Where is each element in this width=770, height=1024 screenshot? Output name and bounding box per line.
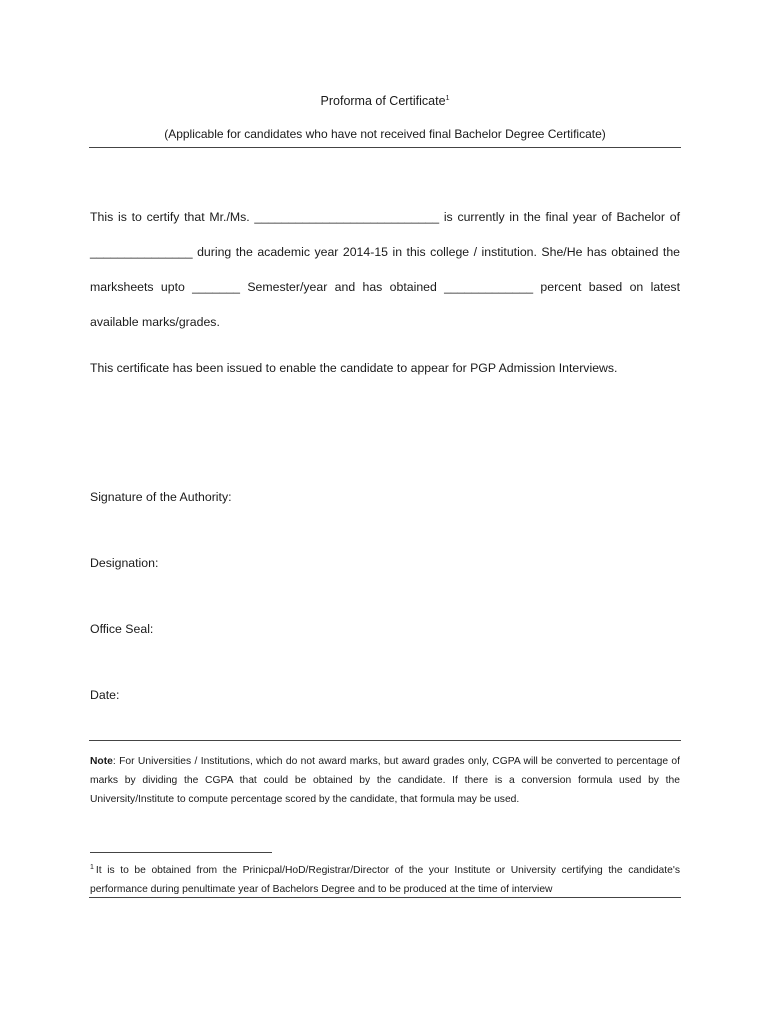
date-label: Date: [90, 688, 120, 702]
signature-label: Signature of the Authority: [90, 490, 232, 504]
footer-divider [89, 897, 681, 898]
footnote-separator [90, 852, 272, 853]
footnote [90, 858, 680, 899]
footnote-mark: 1 [90, 864, 94, 871]
designation-label: Designation: [90, 556, 159, 570]
office-seal-label: Office Seal: [90, 622, 154, 636]
note-paragraph [90, 752, 680, 809]
note-text: : For Universities / Institutions, which do not award marks, but award grades only, CGPA will be converted to percentage of marks by dividing the CGPA that could be obtained by the candidate. If there is a conversion formula used by the University/Institute to compute percentage scored by the candidate, that formula may be used. [90, 756, 680, 805]
note-divider [89, 740, 681, 741]
certification-paragraph: This is to certify that Mr./Ms. ___________________________ is currently in the final year of Bachelor of _______________ during the academic year 2014-15 in this college / institution. She/He has obtained the marksheets upto _______ Semester/year and has obtained _____________ percent based on latest available marks/grades. [90, 210, 680, 329]
document-title [90, 94, 680, 108]
document-subtitle: (Applicable for candidates who have not received final Bachelor Degree Certificate) [164, 127, 606, 141]
header-divider [89, 147, 681, 148]
footnote-text: It is to be obtained from the Prinicpal/HoD/Registrar/Director of the your Institute or University certifying the candidate's performance during penultimate year of Bachelors Degree and to be produced at the time of interview [90, 865, 680, 895]
note-label: Note [90, 756, 113, 767]
purpose-paragraph: This certificate has been issued to enable the candidate to appear for PGP Admission Interviews. [90, 361, 618, 375]
certificate-body [90, 200, 680, 340]
title-text: Proforma of Certificate [320, 94, 446, 108]
title-footnote-mark: 1 [445, 95, 450, 102]
